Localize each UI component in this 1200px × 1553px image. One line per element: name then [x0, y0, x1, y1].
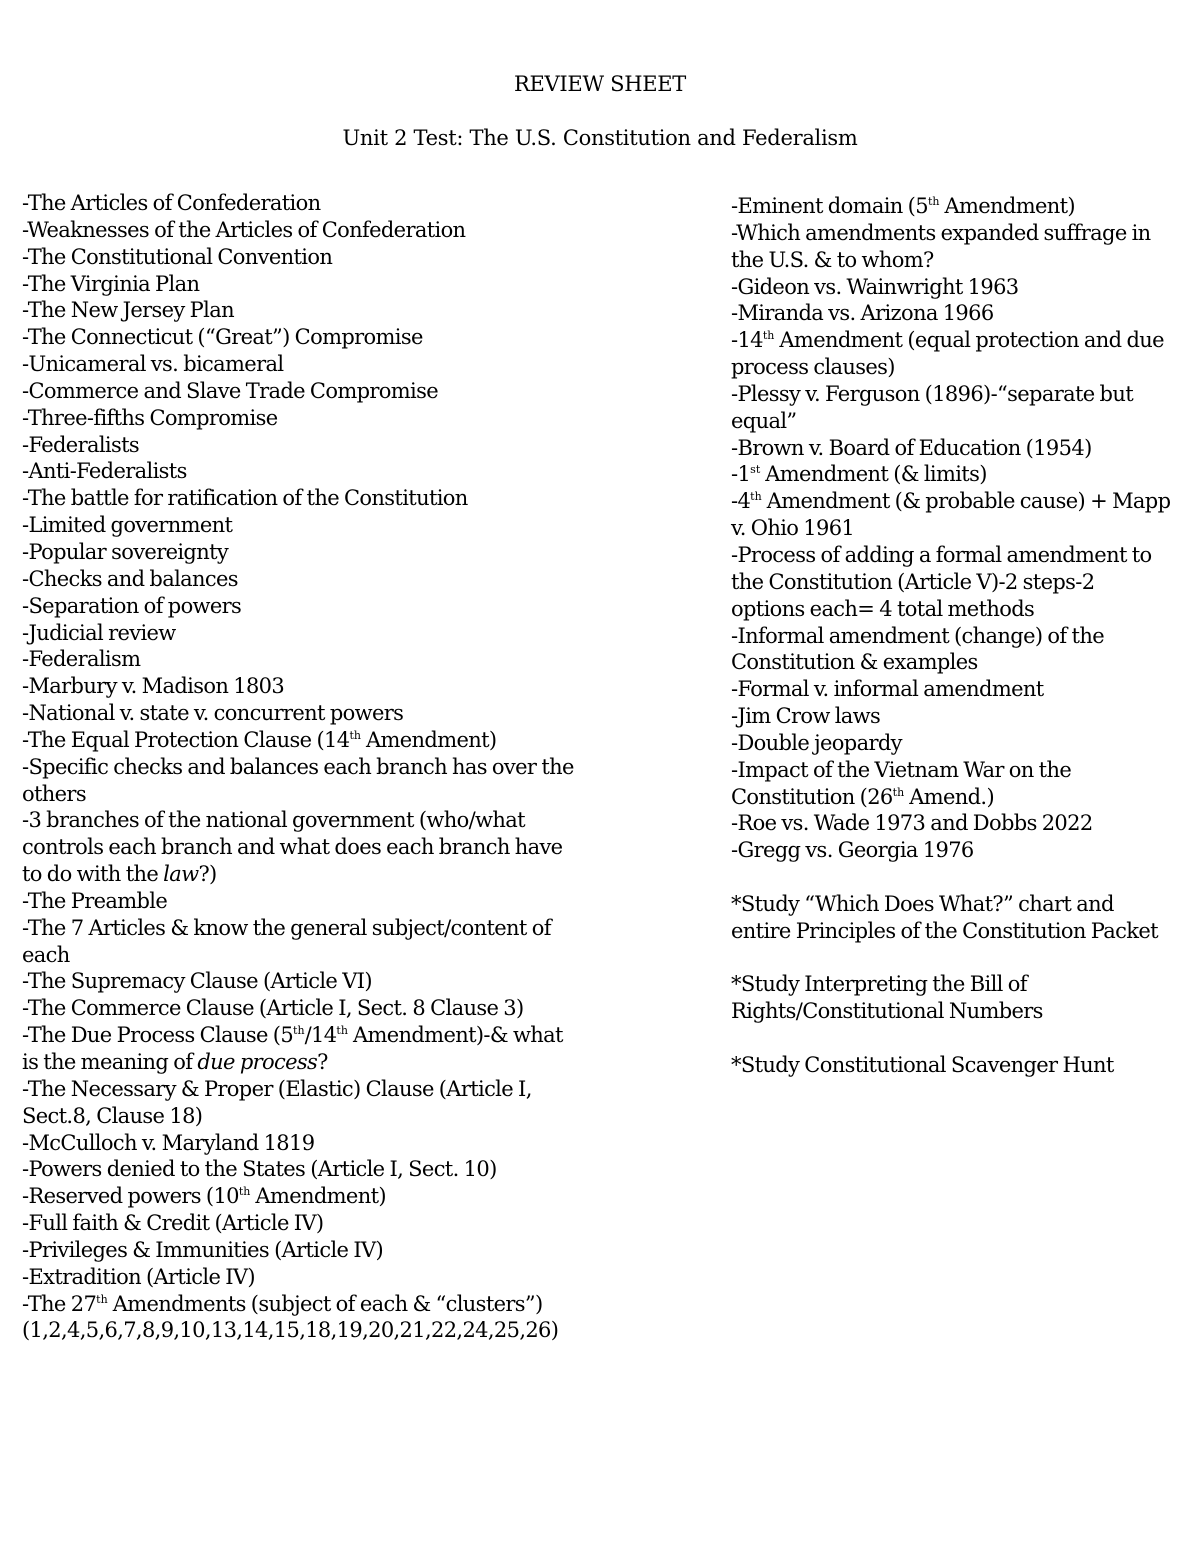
list-item: -14th Amendment (equal protection and due process clauses): [731, 328, 1164, 380]
study-note: *Study Interpreting the Bill of Rights/Constitutional Numbers: [731, 972, 1043, 1024]
list-item: -Impact of the Vietnam War on the Constitution (26th Amend.): [731, 757, 1072, 809]
list-item: -Plessy v. Ferguson (1896)-“separate but equal”: [731, 381, 1133, 433]
list-item: -The 7 Articles & know the general subject/content of each: [22, 915, 551, 967]
list-item: -Roe vs. Wade 1973 and Dobbs 2022: [731, 811, 1093, 836]
list-item: -The Equal Protection Clause (14th Amendment): [22, 727, 497, 752]
list-item: -Process of adding a formal amendment to the Constitution (Article V)-2 steps-2 options each= 4 total methods: [731, 542, 1152, 621]
list-item: -Judicial review: [22, 620, 176, 645]
list-item: -Three-fifths Compromise: [22, 405, 278, 430]
list-item: -The 27th Amendments (subject of each & “clusters”) (1,2,4,5,6,7,8,9,10,13,14,15,18,19,20,21,22,24,25,26): [22, 1291, 559, 1343]
list-item: -The Constitutional Convention: [22, 244, 333, 269]
list-item: -Popular sovereignty: [22, 539, 229, 564]
list-item: -The Due Process Clause (5th/14th Amendment)-& what is the meaning of due process?: [22, 1023, 563, 1074]
list-item: -Federalism: [22, 647, 141, 672]
list-item: -Brown v. Board of Education (1954): [731, 435, 1092, 460]
study-note: *Study “Which Does What?” chart and entire Principles of the Constitution Packet: [731, 891, 1158, 943]
list-item: -The Necessary & Proper (Elastic) Clause (Article I, Sect.8, Clause 18): [22, 1076, 532, 1128]
list-item: -Reserved powers (10th Amendment): [22, 1184, 386, 1209]
list-item: -The battle for ratification of the Constitution: [22, 486, 468, 511]
list-item: -Which amendments expanded suffrage in the U.S. & to whom?: [731, 220, 1151, 272]
list-item: -Weaknesses of the Articles of Confederation: [22, 217, 466, 242]
list-item: -Powers denied to the States (Article I, Sect. 10): [22, 1157, 497, 1182]
list-item: -Full faith & Credit (Article IV): [22, 1211, 324, 1236]
list-item: -Privileges & Immunities (Article IV): [22, 1237, 384, 1262]
list-item: -National v. state v. concurrent powers: [22, 701, 404, 726]
left-column: [22, 190, 582, 1344]
list-item: -The Commerce Clause (Article I, Sect. 8 Clause 3): [22, 996, 524, 1021]
list-item: -4th Amendment (& probable cause) + Mapp v. Ohio 1961: [731, 489, 1171, 541]
study-note: *Study Constitutional Scavenger Hunt: [731, 1053, 1114, 1077]
list-item: -The New Jersey Plan: [22, 298, 234, 323]
list-item: -Miranda vs. Arizona 1966: [731, 301, 994, 326]
list-item: -Specific checks and balances each branch has over the others: [22, 754, 574, 806]
list-item: -Anti-Federalists: [22, 459, 187, 484]
list-item: -Gregg vs. Georgia 1976: [731, 838, 974, 863]
list-item: -Double jeopardy: [731, 730, 902, 755]
list-item: -Limited government: [22, 513, 233, 538]
page-subtitle: Unit 2 Test: The U.S. Constitution and Federalism: [342, 126, 858, 150]
list-item: -Gideon vs. Wainwright 1963: [731, 274, 1019, 299]
list-item: -Jim Crow laws: [731, 704, 881, 729]
list-item: -Unicameral vs. bicameral: [22, 352, 284, 377]
list-item: -Marbury v. Madison 1803: [22, 674, 285, 699]
list-item: -McCulloch v. Maryland 1819: [22, 1130, 315, 1155]
page-title: REVIEW SHEET: [514, 72, 686, 96]
list-item: -The Articles of Confederation: [22, 191, 321, 215]
list-item: -Checks and balances: [22, 566, 238, 591]
list-item: -3 branches of the national government (who/what controls each branch and what does each branch have to do with the law?): [22, 808, 563, 887]
list-item: -Formal v. informal amendment: [731, 677, 1044, 702]
list-item: -The Supremacy Clause (Article VI): [22, 969, 372, 994]
list-item: -Eminent domain (5th Amendment): [731, 194, 1075, 218]
list-item: -Informal amendment (change) of the Constitution & examples: [731, 623, 1104, 675]
list-item: -The Connecticut (“Great”) Compromise: [22, 325, 423, 350]
list-item: -Commerce and Slave Trade Compromise: [22, 378, 439, 403]
list-item: -Separation of powers: [22, 593, 242, 618]
list-item: -Federalists: [22, 432, 140, 457]
list-item: -The Preamble: [22, 888, 168, 913]
list-item: -The Virginia Plan: [22, 271, 200, 296]
list-item: -1st Amendment (& limits): [731, 462, 987, 487]
spacer: [731, 864, 1171, 891]
list-item: -Extradition (Article IV): [22, 1264, 255, 1289]
right-column: [731, 193, 1171, 1079]
